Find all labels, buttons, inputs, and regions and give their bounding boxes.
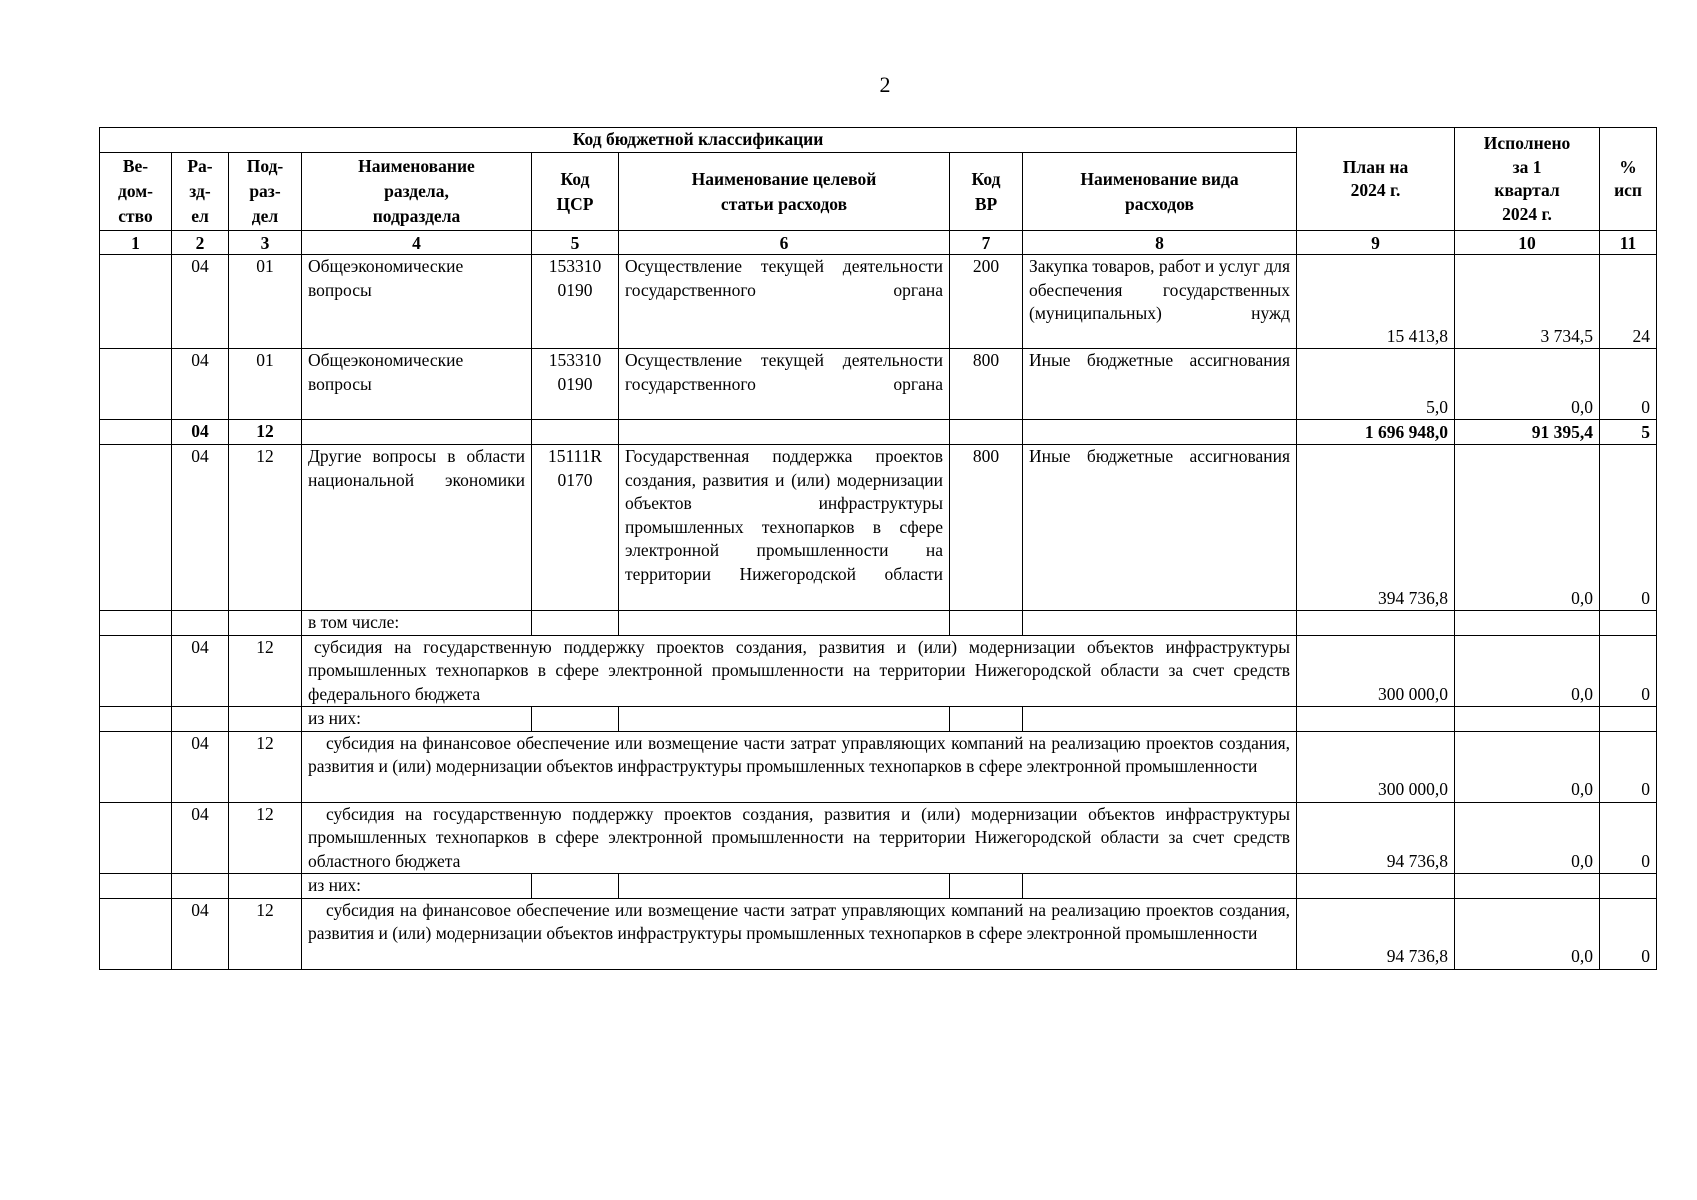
column-number: 9: [1297, 231, 1455, 255]
percent-cell: 0: [1600, 731, 1657, 802]
vr-code-cell: [950, 420, 1023, 445]
row-label-cell: из них:: [302, 707, 532, 732]
expense-type-cell: [1023, 707, 1297, 732]
plan-cell: 94 736,8: [1297, 802, 1455, 874]
subsidy-description-cell: субсидия на государственную поддержку проектов создания, развития и (или) модернизации объектов инфраструктуры промышленных технопарков в сфере электронной промышленности на территории Нижегородской области за счет средств областного бюджета: [302, 802, 1297, 874]
csr-code-cell: 15111R 0170: [532, 445, 619, 611]
target-name-cell: [619, 707, 950, 732]
expense-type-cell: [1023, 420, 1297, 445]
csr-code-cell: [532, 874, 619, 899]
section-cell: [172, 874, 229, 899]
column-number: 5: [532, 231, 619, 255]
column-number: 6: [619, 231, 950, 255]
column-number: 4: [302, 231, 532, 255]
subsection-cell: [229, 707, 302, 732]
section-cell: [172, 707, 229, 732]
row-label-cell: в том числе:: [302, 611, 532, 636]
vr-code-cell: 800: [950, 445, 1023, 611]
column-number: 8: [1023, 231, 1297, 255]
department-cell: [100, 255, 172, 349]
section-cell: 04: [172, 255, 229, 349]
table-row: [100, 802, 1657, 874]
department-cell: [100, 420, 172, 445]
plan-cell: [1297, 611, 1455, 636]
target-name-cell: [619, 611, 950, 636]
csr-code-cell: [532, 420, 619, 445]
percent-cell: [1600, 707, 1657, 732]
budget-table: [99, 127, 1657, 970]
target-name-cell: Осуществление текущей деятельности государственного органа: [619, 349, 950, 420]
column-number: 2: [172, 231, 229, 255]
percent-cell: 5: [1600, 420, 1657, 445]
subsection-cell: 12: [229, 802, 302, 874]
percent-cell: 0: [1600, 802, 1657, 874]
executed-cell: 0,0: [1455, 635, 1600, 707]
subsidy-description-cell: субсидия на финансовое обеспечение или возмещение части затрат управляющих компаний на реализацию проектов создания, развития и (или) модернизации объектов инфраструктуры промышленных технопарков в сфере электронной промышленности: [302, 898, 1297, 969]
csr-code-cell: 153310 0190: [532, 349, 619, 420]
header-group-label: Код бюджетной классификации: [100, 128, 1297, 153]
subsection-cell: [229, 611, 302, 636]
subsection-cell: 12: [229, 420, 302, 445]
header-department: Ве- дом- ство: [100, 153, 172, 231]
plan-cell: 1 696 948,0: [1297, 420, 1455, 445]
department-cell: [100, 611, 172, 636]
section-cell: 04: [172, 445, 229, 611]
expense-type-cell: Иные бюджетные ассигнования: [1023, 349, 1297, 420]
department-cell: [100, 731, 172, 802]
percent-cell: 0: [1600, 349, 1657, 420]
subsection-cell: 12: [229, 898, 302, 969]
plan-cell: [1297, 874, 1455, 899]
section-cell: [172, 611, 229, 636]
table-row: [100, 255, 1657, 349]
subsidy-description-cell: субсидия на финансовое обеспечение или возмещение части затрат управляющих компаний на реализацию проектов создания, развития и (или) модернизации объектов инфраструктуры промышленных технопарков в сфере электронной промышленности: [302, 731, 1297, 802]
executed-cell: 0,0: [1455, 731, 1600, 802]
percent-cell: [1600, 611, 1657, 636]
expense-type-cell: [1023, 611, 1297, 636]
section-cell: 04: [172, 349, 229, 420]
section-name-cell: Общеэкономические вопросы: [302, 255, 532, 349]
header-subsection: Под- раз- дел: [229, 153, 302, 231]
section-cell: 04: [172, 635, 229, 707]
table-row-label: [100, 707, 1657, 732]
table-row-label: [100, 611, 1657, 636]
section-cell: 04: [172, 802, 229, 874]
target-name-cell: Государственная поддержка проектов создания, развития и (или) модернизации объектов инфраструктуры промышленных технопарков в сфере электронной промышленности на территории Нижегородской области: [619, 445, 950, 611]
table-row-total: [100, 420, 1657, 445]
percent-cell: 0: [1600, 445, 1657, 611]
department-cell: [100, 445, 172, 611]
table-row: [100, 731, 1657, 802]
department-cell: [100, 874, 172, 899]
row-label-cell: из них:: [302, 874, 532, 899]
column-number: 11: [1600, 231, 1657, 255]
table-row: [100, 898, 1657, 969]
csr-code-cell: [532, 707, 619, 732]
subsidy-description-cell: субсидия на государственную поддержку проектов создания, развития и (или) модернизации объектов инфраструктуры промышленных технопарков в сфере электронной промышленности на территории Нижегородской области за счет средств федерального бюджета: [302, 635, 1297, 707]
table-row: [100, 349, 1657, 420]
vr-code-cell: [950, 874, 1023, 899]
section-cell: 04: [172, 731, 229, 802]
subsection-cell: [229, 874, 302, 899]
header-csr-code: Код ЦСР: [532, 153, 619, 231]
subsection-cell: 01: [229, 349, 302, 420]
executed-cell: 91 395,4: [1455, 420, 1600, 445]
plan-cell: [1297, 707, 1455, 732]
target-name-cell: [619, 874, 950, 899]
department-cell: [100, 349, 172, 420]
department-cell: [100, 707, 172, 732]
column-number: 7: [950, 231, 1023, 255]
subsection-cell: 01: [229, 255, 302, 349]
header-executed: Исполнено за 1 квартал 2024 г.: [1455, 128, 1600, 231]
percent-cell: 0: [1600, 898, 1657, 969]
plan-cell: 5,0: [1297, 349, 1455, 420]
plan-cell: 94 736,8: [1297, 898, 1455, 969]
vr-code-cell: [950, 707, 1023, 732]
table-row: [100, 635, 1657, 707]
header-section-name: Наименование раздела, подраздела: [302, 153, 532, 231]
executed-cell: [1455, 874, 1600, 899]
executed-cell: 3 734,5: [1455, 255, 1600, 349]
vr-code-cell: 800: [950, 349, 1023, 420]
target-name-cell: Осуществление текущей деятельности государственного органа: [619, 255, 950, 349]
percent-cell: 24: [1600, 255, 1657, 349]
plan-cell: 300 000,0: [1297, 635, 1455, 707]
header-expense-type: Наименование вида расходов: [1023, 153, 1297, 231]
vr-code-cell: [950, 611, 1023, 636]
column-numbers-row: [100, 231, 1657, 255]
table-header: [100, 128, 1657, 255]
csr-code-cell: [532, 611, 619, 636]
column-number: 10: [1455, 231, 1600, 255]
department-cell: [100, 802, 172, 874]
plan-cell: 300 000,0: [1297, 731, 1455, 802]
section-name-cell: [302, 420, 532, 445]
header-percent: % исп: [1600, 128, 1657, 231]
executed-cell: 0,0: [1455, 898, 1600, 969]
section-cell: 04: [172, 898, 229, 969]
plan-cell: 15 413,8: [1297, 255, 1455, 349]
section-name-cell: Общеэкономические вопросы: [302, 349, 532, 420]
expense-type-cell: Закупка товаров, работ и услуг для обеспечения государственных (муниципальных) нужд: [1023, 255, 1297, 349]
csr-code-cell: 153310 0190: [532, 255, 619, 349]
subsection-cell: 12: [229, 731, 302, 802]
page-number: 2: [879, 72, 891, 97]
section-name-cell: Другие вопросы в области национальной экономики: [302, 445, 532, 611]
column-number: 3: [229, 231, 302, 255]
vr-code-cell: 200: [950, 255, 1023, 349]
table-row: [100, 445, 1657, 611]
expense-type-cell: Иные бюджетные ассигнования: [1023, 445, 1297, 611]
header-target-name: Наименование целевой статьи расходов: [619, 153, 950, 231]
percent-cell: 0: [1600, 635, 1657, 707]
expense-type-cell: [1023, 874, 1297, 899]
table-row-label: [100, 874, 1657, 899]
subsection-cell: 12: [229, 635, 302, 707]
department-cell: [100, 898, 172, 969]
header-vr-code: Код ВР: [950, 153, 1023, 231]
executed-cell: 0,0: [1455, 802, 1600, 874]
plan-cell: 394 736,8: [1297, 445, 1455, 611]
executed-cell: [1455, 707, 1600, 732]
header-section: Ра- зд- ел: [172, 153, 229, 231]
executed-cell: [1455, 611, 1600, 636]
executed-cell: 0,0: [1455, 349, 1600, 420]
target-name-cell: [619, 420, 950, 445]
department-cell: [100, 635, 172, 707]
percent-cell: [1600, 874, 1657, 899]
subsection-cell: 12: [229, 445, 302, 611]
header-plan: План на 2024 г.: [1297, 128, 1455, 231]
executed-cell: 0,0: [1455, 445, 1600, 611]
column-number: 1: [100, 231, 172, 255]
section-cell: 04: [172, 420, 229, 445]
